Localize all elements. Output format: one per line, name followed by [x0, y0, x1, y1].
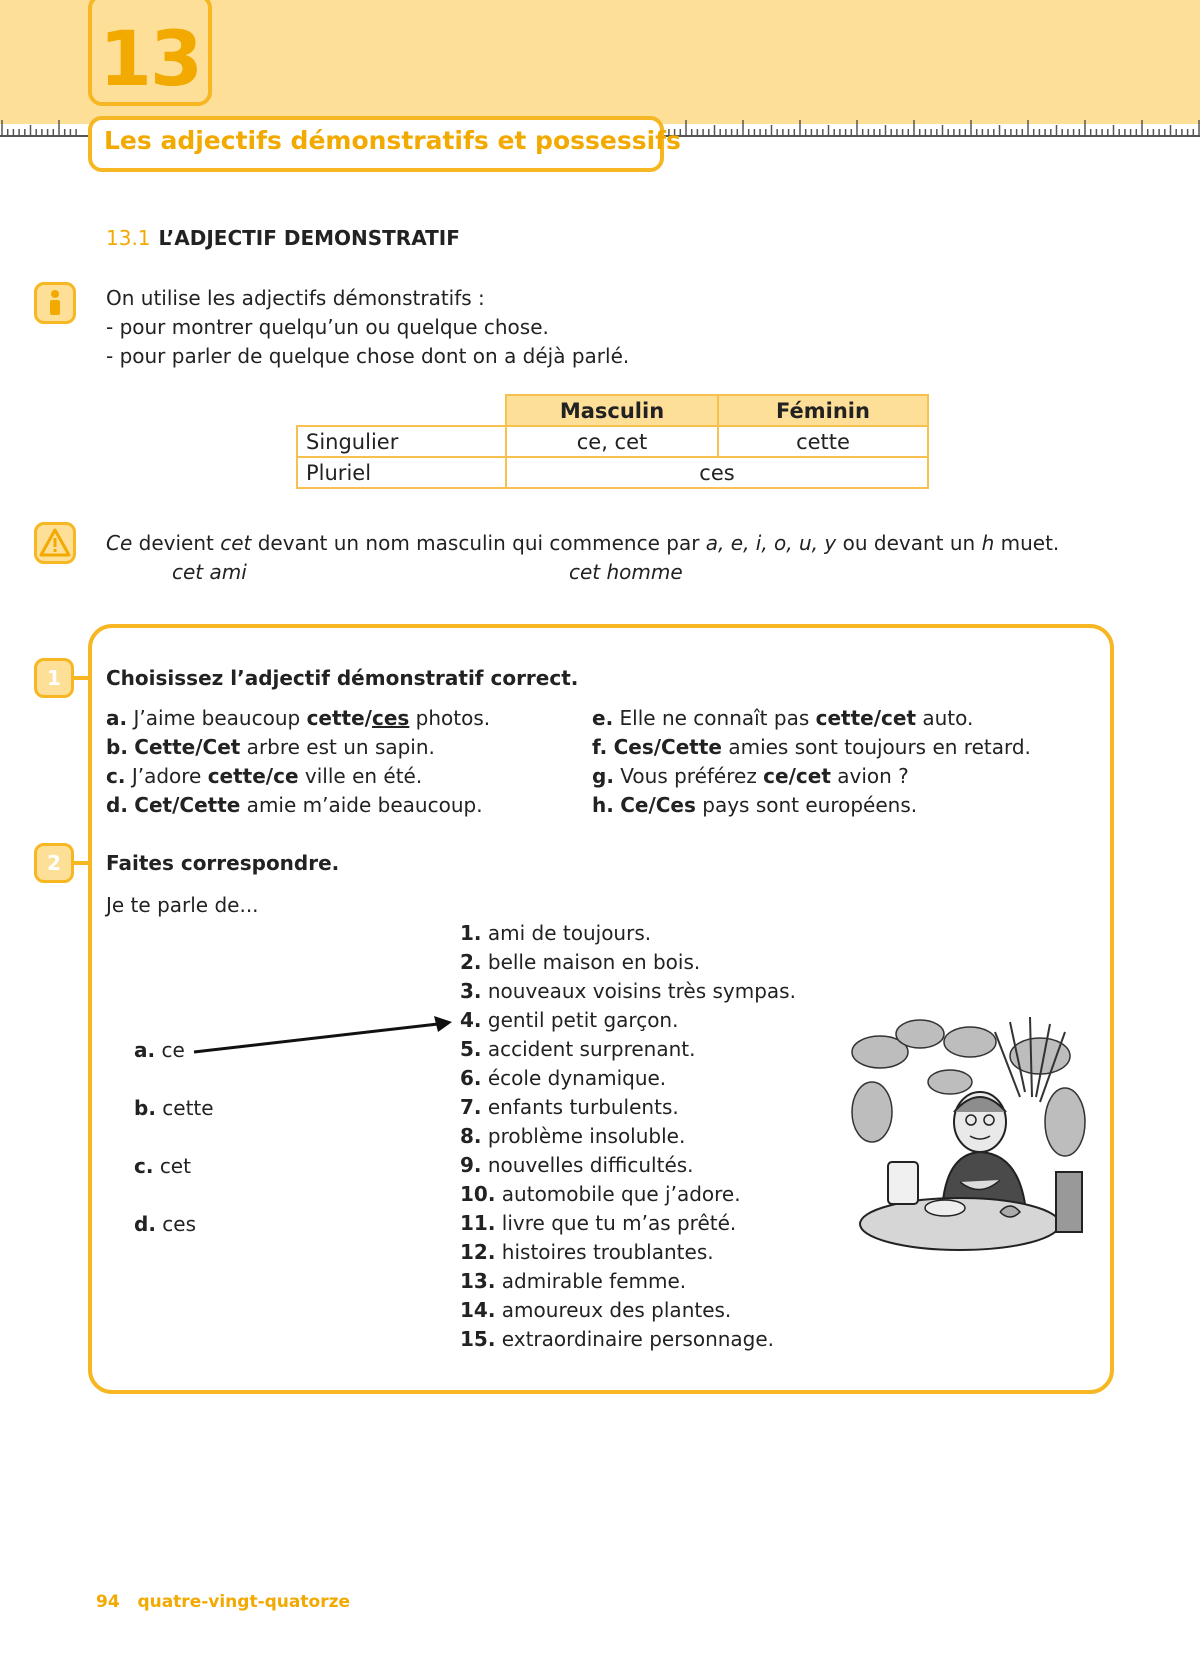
exercise-2-connector: [72, 861, 92, 865]
match-item-text: gentil petit garçon.: [487, 1008, 679, 1032]
match-item-number: 15.: [460, 1327, 496, 1351]
chapter-title: Les adjectifs démonstratifs et possessifs: [104, 126, 681, 155]
match-item-text: livre que tu m’as prêté.: [501, 1211, 737, 1235]
match-item-text: belle maison en bois.: [487, 950, 701, 974]
warning-cet: cet: [220, 531, 252, 555]
list-item: [592, 791, 917, 820]
exercise-2-lead: Je te parle de...: [106, 893, 259, 917]
match-item-number: 5.: [460, 1037, 482, 1061]
item-choice: Cet/Cette: [134, 793, 241, 817]
item-letter: a.: [106, 706, 128, 730]
warning-ce: Ce: [106, 531, 133, 555]
section-title: L’ADJECTIF DEMONSTRATIF: [158, 226, 460, 250]
table-row: [297, 457, 928, 488]
warning-vowels: a, e, i, o, u, y: [705, 531, 837, 555]
match-item: [460, 1035, 695, 1064]
list-item: [592, 762, 909, 791]
intro-line-3: - pour parler de quelque chose dont on a déjà parlé.: [106, 344, 630, 368]
match-item: [460, 1209, 736, 1238]
match-item: [460, 1006, 678, 1035]
exercise-2-badge: 2: [34, 843, 74, 883]
match-item-text: admirable femme.: [501, 1269, 687, 1293]
match-item-number: 3.: [460, 979, 482, 1003]
match-item-number: 13.: [460, 1269, 496, 1293]
match-item: [460, 948, 700, 977]
item-text: photos.: [409, 706, 491, 730]
item-text: pays sont européens.: [695, 793, 918, 817]
table-row-label: Singulier: [297, 426, 506, 457]
table-cell: ces: [506, 457, 928, 488]
item-choice-underlined: ces: [371, 706, 410, 730]
warning-example-2: cet homme: [569, 560, 683, 584]
example-arrow: [190, 1010, 460, 1060]
item-choice: cette/: [306, 706, 372, 730]
exercise-2-instruction: Faites correspondre.: [106, 851, 340, 875]
exercise-1-badge: 1: [34, 658, 74, 698]
match-item-number: 7.: [460, 1095, 482, 1119]
match-item: [460, 1122, 685, 1151]
item-choice: cette/cet: [815, 706, 916, 730]
item-text: auto.: [916, 706, 974, 730]
list-item: [134, 1094, 214, 1123]
item-choice: cette/ce: [207, 764, 299, 788]
item-text: amies sont toujours en retard.: [721, 735, 1031, 759]
match-item-text: accident surprenant.: [487, 1037, 696, 1061]
match-item-number: 11.: [460, 1211, 496, 1235]
item-letter: g.: [592, 764, 614, 788]
item-choice: Ce/Ces: [620, 793, 696, 817]
item-word: cet: [159, 1154, 191, 1178]
match-item: [460, 1296, 731, 1325]
item-letter: b.: [106, 735, 128, 759]
match-item-text: automobile que j’adore.: [501, 1182, 741, 1206]
list-item: [134, 1036, 185, 1065]
table-row-label: Pluriel: [297, 457, 506, 488]
list-item: [106, 704, 490, 733]
item-text: arbre est un sapin.: [240, 735, 435, 759]
match-item-number: 4.: [460, 1008, 482, 1032]
match-item: [460, 1064, 666, 1093]
list-item: [592, 733, 1031, 762]
table-header-masculin: Masculin: [506, 395, 718, 426]
intro-line-1: On utilise les adjectifs démonstratifs :: [106, 286, 485, 310]
match-item-text: histoires troublantes.: [501, 1240, 714, 1264]
match-item-text: extraordinaire personnage.: [501, 1327, 775, 1351]
item-word: cette: [162, 1096, 214, 1120]
demonstrative-table: [296, 394, 929, 489]
list-item: [106, 733, 435, 762]
item-text: Vous préférez: [620, 764, 764, 788]
list-item: [106, 762, 422, 791]
warning-example-1: cet ami: [172, 560, 247, 584]
match-item: [460, 1238, 714, 1267]
match-item: [460, 919, 651, 948]
chapter-number: 13: [99, 14, 201, 103]
info-icon: [34, 282, 76, 324]
match-item-number: 6.: [460, 1066, 482, 1090]
item-letter: d.: [134, 1212, 156, 1236]
item-text: J’adore: [131, 764, 208, 788]
item-letter: c.: [106, 764, 126, 788]
match-item-number: 9.: [460, 1153, 482, 1177]
warning-part: muet.: [994, 531, 1060, 555]
match-item-number: 12.: [460, 1240, 496, 1264]
warning-icon: [34, 522, 76, 564]
match-item-text: amoureux des plantes.: [501, 1298, 732, 1322]
item-choice: Ces/Cette: [613, 735, 722, 759]
page-footer: [96, 1592, 350, 1612]
match-item: [460, 977, 796, 1006]
match-item-number: 10.: [460, 1182, 496, 1206]
item-letter: b.: [134, 1096, 156, 1120]
warning-h: h: [981, 531, 995, 555]
item-choice: ce/cet: [763, 764, 831, 788]
item-letter: d.: [106, 793, 128, 817]
gardener-illustration: [850, 1012, 1088, 1264]
match-item-number: 8.: [460, 1124, 482, 1148]
match-item-text: ami de toujours.: [487, 921, 652, 945]
list-item: [134, 1152, 191, 1181]
item-text: avion ?: [830, 764, 909, 788]
match-item-text: nouvelles difficultés.: [487, 1153, 694, 1177]
item-text: ville en été.: [298, 764, 423, 788]
match-item: [460, 1267, 686, 1296]
item-letter: c.: [134, 1154, 154, 1178]
match-item-number: 14.: [460, 1298, 496, 1322]
match-item: [460, 1151, 694, 1180]
intro-line-2: - pour montrer quelqu’un ou quelque chose.: [106, 315, 549, 339]
match-item-text: nouveaux voisins très sympas.: [487, 979, 796, 1003]
table-cell: cette: [718, 426, 928, 457]
match-item-number: 1.: [460, 921, 482, 945]
match-item-number: 2.: [460, 950, 482, 974]
item-letter: h.: [592, 793, 614, 817]
section-number: 13.1: [106, 226, 151, 250]
list-item: [592, 704, 973, 733]
table-header-feminin: Féminin: [718, 395, 928, 426]
match-item-text: école dynamique.: [487, 1066, 667, 1090]
warning-part: devant un nom masculin qui commence par: [251, 531, 706, 555]
item-text: amie m’aide beaucoup.: [240, 793, 483, 817]
page-number: 94: [96, 1592, 120, 1612]
list-item: [134, 1210, 196, 1239]
match-item: [460, 1180, 741, 1209]
item-choice: Cette/Cet: [134, 735, 241, 759]
item-text: J’aime beaucoup: [133, 706, 307, 730]
match-item-text: problème insoluble.: [487, 1124, 686, 1148]
table-cell: ce, cet: [506, 426, 718, 457]
item-word: ce: [161, 1038, 185, 1062]
item-letter: e.: [592, 706, 614, 730]
exercise-1-connector: [72, 676, 92, 680]
page-number-words: quatre-vingt-quatorze: [137, 1592, 350, 1612]
item-text: Elle ne connaît pas: [619, 706, 816, 730]
exercise-1-instruction: Choisissez l’adjectif démonstratif correct.: [106, 666, 579, 690]
table-row: [297, 426, 928, 457]
item-letter: a.: [134, 1038, 156, 1062]
match-item: [460, 1093, 679, 1122]
warning-part: devient: [132, 531, 221, 555]
item-word: ces: [162, 1212, 197, 1236]
warning-text: [106, 529, 1059, 558]
match-item: [460, 1325, 774, 1354]
list-item: [106, 791, 483, 820]
warning-part: ou devant un: [836, 531, 982, 555]
section-heading: [106, 226, 460, 250]
match-item-text: enfants turbulents.: [487, 1095, 679, 1119]
item-letter: f.: [592, 735, 608, 759]
